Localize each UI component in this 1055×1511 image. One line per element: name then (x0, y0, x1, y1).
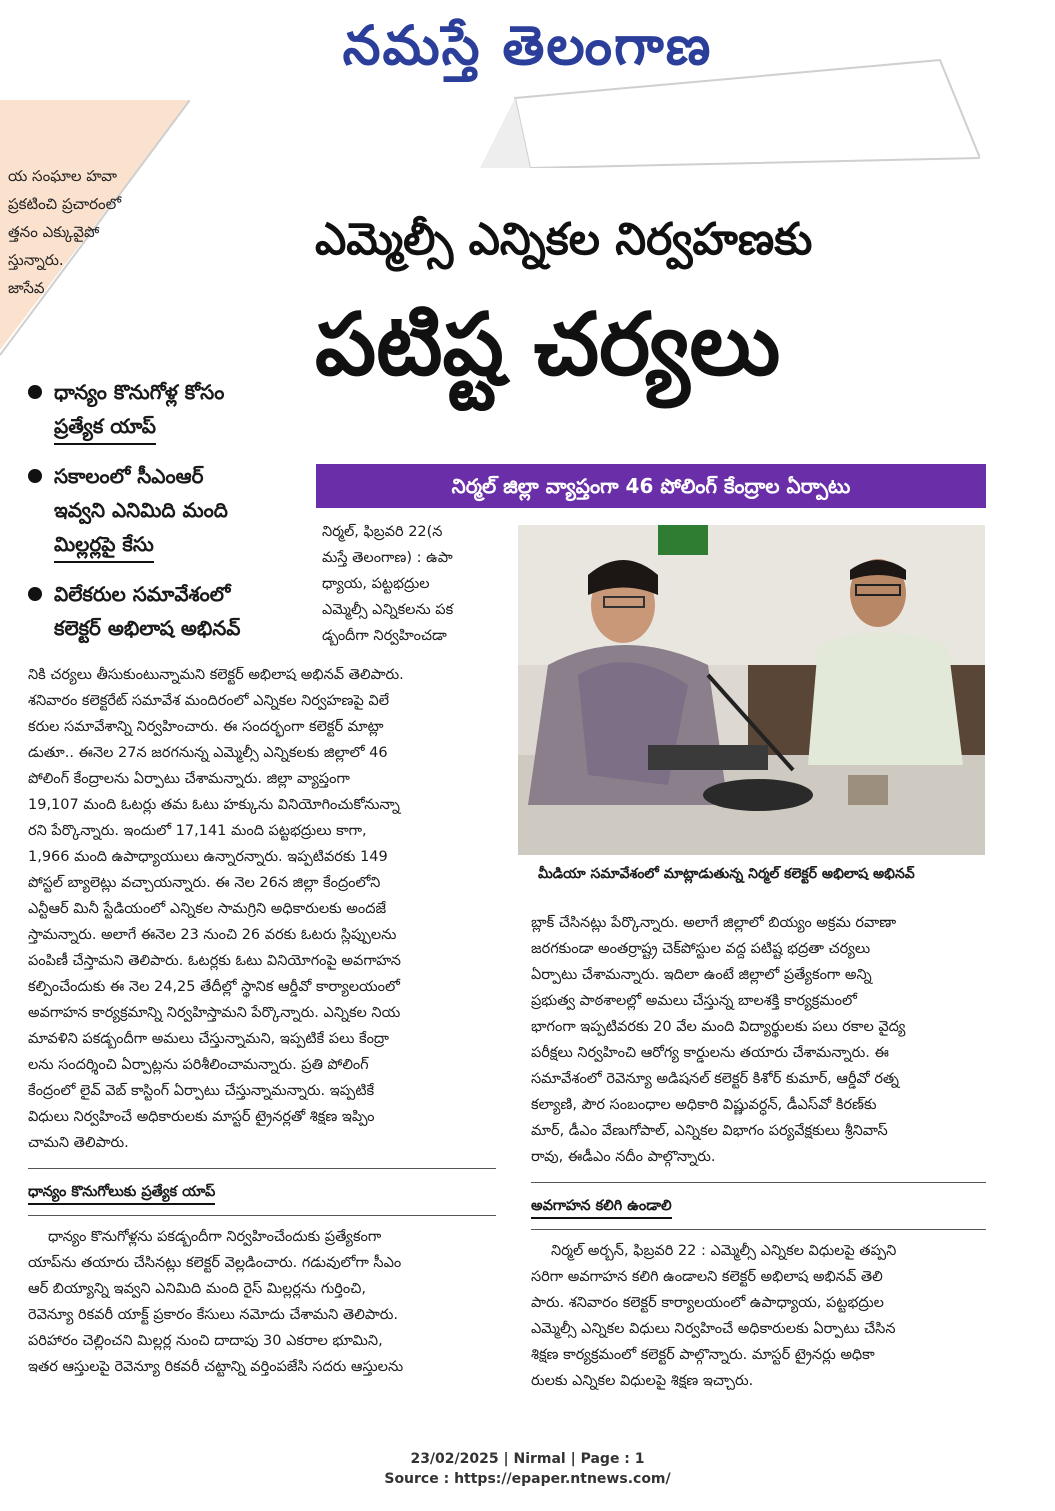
body-line: శనివారం కలెక్టరేట్ సమావేశ మందిరంలో ఎన్నికల నిర్వహణపై విలే (28, 693, 389, 709)
body-line: సమావేశంలో రెవెన్యూ అడిషనల్ కలెక్టర్ కిశోర్ కుమార్, ఆర్డీవో రత్న (531, 1071, 899, 1087)
body-line: పారు. శనివారం కలెక్టర్ కార్యాలయంలో ఉపాధ్యాయ, పట్టభద్రుల (531, 1295, 884, 1311)
body-line: శిక్షణ కార్యక్రమంలో కలెక్టర్ పాల్గొన్నారు. మాస్టర్ ట్రైనర్లు అధికా (531, 1347, 875, 1363)
section-divider (28, 1215, 496, 1216)
body-line: జరగకుండా అంతర్రాష్ట్ర చెక్‌పోస్టుల వద్ద పటిష్ట భద్రతా చర్యలు (531, 941, 871, 957)
body-line: పరీక్షలు నిర్వహించి ఆరోగ్య కార్డులను తయారు చేశామన్నారు. ఈ (531, 1045, 889, 1061)
bullet-line: ధాన్యం కొనుగోళ్ల కోసం (54, 380, 225, 404)
body-line: నికి చర్యలు తీసుకుంటున్నామని కలెక్టర్ అభిలాష అభినవ్ తెలిపారు. (28, 667, 404, 683)
body-line: సరిగా అవగాహన కలిగి ఉండాలని కలెక్టర్ అభిలాష అభినవ్ తెలి (531, 1269, 883, 1285)
body-line: డుతూ.. ఈనెల 27న జరగనున్న ఎమ్మెల్సీ ఎన్నికలకు జిల్లాలో 46 (28, 745, 388, 761)
body-line: పోస్టల్ బ్యాలెట్లు వచ్చాయన్నారు. ఈ నెల 26న జిల్లా కేంద్రంలోని (28, 875, 381, 891)
headline-line-1: ఎమ్మెల్సీ ఎన్నికల నిర్వహణకు (315, 214, 813, 265)
bullet-line: మిల్లర్లపై కేసు (54, 527, 154, 563)
sidebar-line: స్తున్నారు. (8, 251, 64, 269)
article-column-continued (531, 910, 986, 1394)
body-line: మస్తే తెలంగాణ) : ఉపా (322, 550, 453, 566)
sidebar-snippet-text (8, 162, 183, 302)
body-line: విధులు నిర్వహించే అధికారులకు మాస్టర్ ట్రైనర్లతో శిక్షణ ఇప్పిం (28, 1109, 375, 1125)
bullet-line: ఇవ్వని ఎనిమిది మంది (54, 498, 228, 522)
body-line: యాప్‌ను తయారు చేసినట్లు కలెక్టర్ వెల్లడించారు. గడువులోగా సీఎం (28, 1255, 402, 1271)
section-divider (531, 1229, 986, 1230)
bullet-line: సకాలంలో సీఎంఆర్ (54, 464, 204, 488)
source-link[interactable]: Source : https://epaper.ntnews.com/ (384, 1471, 671, 1487)
bullet-icon (28, 469, 42, 483)
body-line: 19,107 మంది ఓటర్లు తమ ఓటు హక్కును వినియోగించుకోనున్నా (28, 797, 400, 813)
body-line: భాగంగా ఇప్పటివరకు 20 వేల మంది విద్యార్థులకు పలు రకాల వైద్య (531, 1019, 906, 1035)
bullet-line: కలెక్టర్ అభిలాష అభినవ్ (54, 616, 241, 640)
section-divider (28, 1168, 496, 1169)
press-meet-photo (518, 525, 985, 855)
body-line: మార్, డీఎం వేణుగోపాల్, ఎన్నికల విభాగం పర్యవేక్షకులు శ్రీనివాస్ (531, 1123, 888, 1139)
body-line: ఏర్పాటు చేశామన్నారు. ఇదిలా ఉంటే జిల్లాలో ప్రత్యేకంగా అన్ని (531, 967, 872, 983)
bullet-icon (28, 385, 42, 399)
subheadline-banner: నిర్మల్ జిల్లా వ్యాప్తంగా 46 పోలింగ్ కేంద్రాల ఏర్పాటు (316, 464, 986, 508)
body-line: కల్పించేందుకు ఈ నెల 24,25 తేదీల్లో స్థానిక ఆర్డీవో కార్యాలయంలో (28, 979, 400, 995)
body-line: లను సందర్శించి ఏర్పాట్లను పరిశీలించామన్నారు. ప్రతి పోలింగ్ (28, 1057, 369, 1073)
subheading-grain-app: ధాన్యం కొనుగోలుకు ప్రత్యేక యాప్ (28, 1181, 215, 1205)
bullet-item (28, 375, 318, 445)
body-line: ఎమ్మెల్సీ ఎన్నికల విధులు నిర్వహించే అధికారులకు ఏర్పాటు చేసిన (531, 1321, 896, 1337)
body-line: నిర్మల్, ఫిబ్రవరి 22(న (322, 524, 443, 540)
body-line: ఎమ్మెల్సీ ఎన్నికలను పక (322, 602, 454, 618)
subheading-awareness: అవగాహన కలిగి ఉండాలి (531, 1195, 672, 1219)
photo-caption: మీడియా సమావేశంలో మాట్లాడుతున్న నిర్మల్ కలెక్టర్ అభిలాష అభినవ్ (538, 866, 915, 882)
body-line: బ్లాక్ చేసినట్లు పేర్కొన్నారు. అలాగే జిల్లాలో బియ్యం అక్రమ రవాణా (531, 915, 897, 931)
body-line: ఇతర ఆస్తులపై రెవెన్యూ రికవరీ చట్టాన్ని వర్తింపజేసి సదరు ఆస్తులను (28, 1359, 404, 1375)
body-line: ధ్యాయ, పట్టభద్రుల (322, 576, 430, 592)
body-line: పంపిణీ చేస్తామని తెలిపారు. ఓటర్లకు ఓటు వినియోగంపై అవగాహన (28, 953, 401, 969)
body-line: రులకు ఎన్నికల విధులపై శిక్షణ ఇచ్చారు. (531, 1373, 754, 1389)
body-line: ధాన్యం కొనుగోళ్లను పకడ్బందీగా నిర్వహించేందుకు ప్రత్యేకంగా (48, 1229, 382, 1245)
body-line: స్తామన్నారు. అలాగే ఈనెల 23 నుంచి 26 వరకు ఓటరు స్లిప్పులను (28, 927, 397, 943)
body-line: ప్రభుత్వ పాఠశాలల్లో అమలు చేస్తున్న బాలశక్తి కార్యక్రమంలో (531, 993, 857, 1009)
body-line: మావళిని పకడ్బందీగా అమలు చేస్తున్నామని, ఇప్పటికే పలు కేంద్రా (28, 1031, 390, 1047)
body-line: రని పేర్కొన్నారు. ఇందులో 17,141 మంది పట్టభద్రులు కాగా, (28, 823, 367, 839)
headline-line-2: పటిష్ట చర్యలు (315, 295, 781, 395)
sidebar-line: త్తనం ఎక్కువైపో (8, 223, 100, 241)
body-line: కల్యాణి, పౌర సంబంధాల అధికారి విష్ణువర్ధన్, డీఎస్‌వో కిరణ్‌కు (531, 1097, 877, 1113)
body-line: నిర్మల్ అర్బన్, ఫిబ్రవరి 22 : ఎమ్మెల్సీ ఎన్నికల విధులపై తప్పని (551, 1243, 897, 1259)
sidebar-line: య సంఘాల హవా (8, 167, 118, 185)
newspaper-masthead: నమస్తే తెలంగాణ (342, 13, 713, 77)
highlight-bullets (28, 375, 318, 659)
body-line: ఆర్ బియ్యాన్ని ఇవ్వని ఎనిమిది మంది రైస్ మిల్లర్లను గుర్తించి, (28, 1281, 366, 1297)
tilted-card-graphic (420, 58, 980, 168)
bullet-line: విలేకరుల సమావేశంలో (54, 582, 231, 606)
sidebar-line: ప్రకటించి ప్రచారంలో (8, 195, 122, 213)
body-line: రెవెన్యూ రికవరీ యాక్ట్ ప్రకారం కేసులు నమోదు చేశామని తెలిపారు. (28, 1307, 399, 1323)
body-line: డ్బందీగా నిర్వహించడా (322, 628, 447, 644)
page-footer (0, 1449, 1055, 1489)
body-line: కేంద్రంలో లైవ్ వెబ్ కాస్టింగ్ ఏర్పాటు చేస్తున్నామన్నారు. ఇప్పటికే (28, 1083, 375, 1099)
article-column-main (28, 662, 496, 1380)
bullet-item (28, 459, 318, 563)
body-line: రావు, ఈడీఎం నదీం పాల్గొన్నారు. (531, 1149, 716, 1165)
edition-info: 23/02/2025 | Nirmal | Page : 1 (410, 1451, 645, 1467)
body-line: ఎన్టీఆర్ మినీ స్టేడియంలో ఎన్నికల సామగ్రిని అధికారులకు అందజే (28, 901, 387, 917)
bullet-line: ప్రత్యేక యాప్ (54, 409, 156, 445)
section-divider (531, 1182, 986, 1183)
body-line: పరిహారం చెల్లించని మిల్లర్ల నుంచి దాదాపు 30 ఎకరాల భూమిని, (28, 1333, 383, 1349)
bullet-item (28, 577, 318, 645)
bullet-icon (28, 587, 42, 601)
body-line: అవగాహన కార్యక్రమాన్ని నిర్వహిస్తామని పేర్కొన్నారు. ఎన్నికల నియ (28, 1005, 401, 1021)
body-line: 1,966 మంది ఉపాధ్యాయులు ఉన్నారన్నారు. ఇప్పటివరకు 149 (28, 849, 388, 865)
article-column-intro (322, 519, 512, 649)
body-line: కరుల సమావేశాన్ని నిర్వహించారు. ఈ సందర్భంగా కలెక్టర్ మాట్లా (28, 719, 384, 735)
body-line: పోలింగ్ కేంద్రాలను ఏర్పాటు చేశామన్నారు. జిల్లా వ్యాప్తంగా (28, 771, 350, 787)
body-line: చామని తెలిపారు. (28, 1135, 129, 1151)
sidebar-line: జాసేవ (8, 279, 45, 297)
